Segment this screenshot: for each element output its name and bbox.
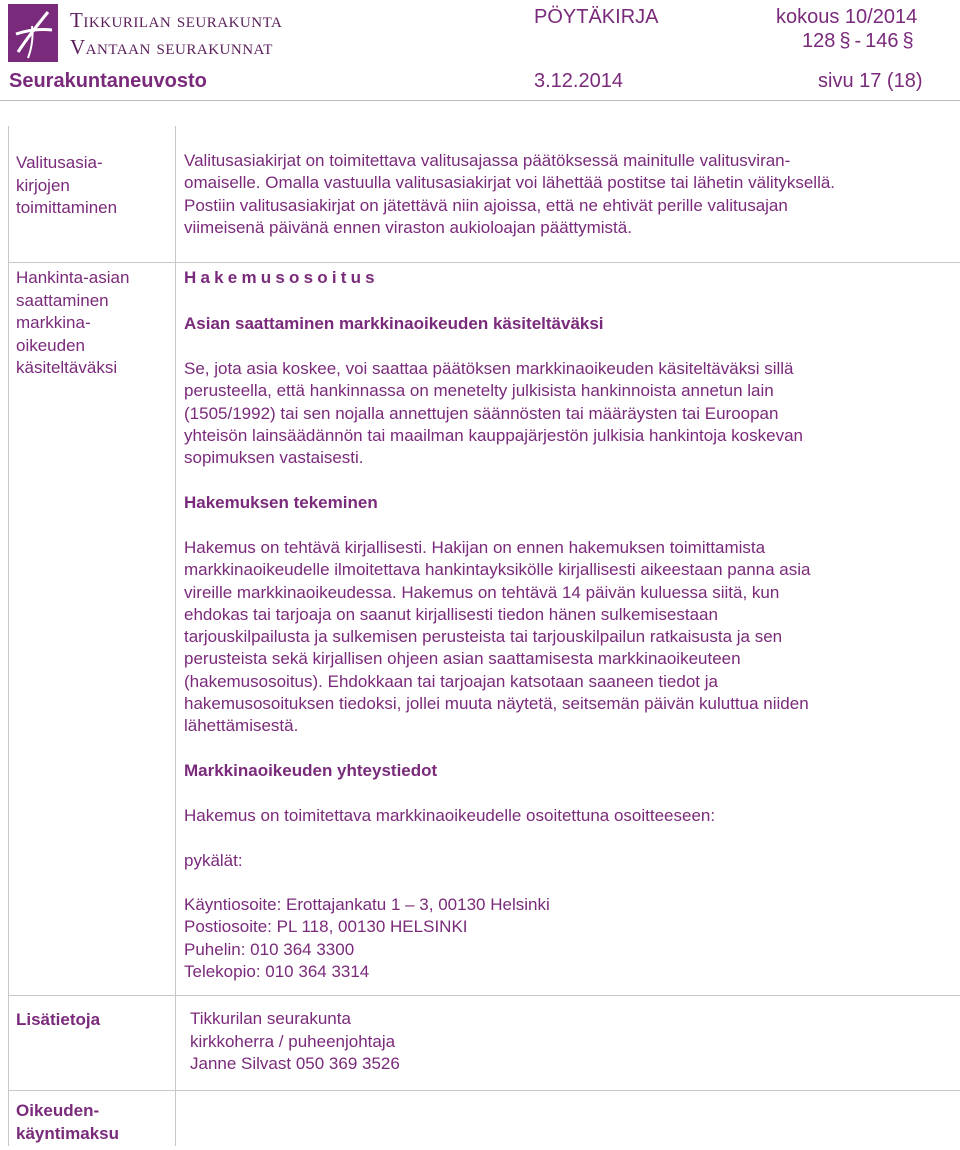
paragraph-line: Postiin valitusasiakirjat on jätettävä niin ajoissa, että ne ehtivät perille valitusajan (184, 195, 788, 215)
side-heading-line: käyntimaksu (16, 1123, 119, 1143)
paragraph-line: hakemusosoituksen tiedoksi, jollei muuta näytetä, seitsemän päivän kuluttua niiden (184, 694, 809, 714)
contact-intro: Hakemus on toimitettava markkinaoikeudelle osoitettuna osoitteeseen: (184, 806, 716, 825)
side-heading-line: saattaminen (16, 290, 109, 310)
paragraph-line: lähettämisestä. (184, 716, 299, 736)
subheading-application: Hakemuksen tekeminen (184, 493, 378, 512)
meeting-number: kokous 10/2014 (776, 6, 918, 28)
side-heading-line: toimittaminen (16, 198, 118, 217)
subheading-appeal: Asian saattaminen markkinaoikeuden käsiteltäväksi (184, 314, 604, 333)
paragraph-line: ehdokas tai tarjoaja on saanut kirjallisesti tiedon hänen sulkemisestaan (184, 604, 718, 624)
side-heading-info: Lisätietoja (16, 1010, 101, 1029)
side-heading-line: Hankinta-asian (16, 268, 130, 287)
appeal-paragraph (184, 358, 954, 469)
sections-label: pykälät: (184, 851, 243, 870)
row-divider (8, 262, 175, 263)
paragraph-line: viimeisenä päivänä ennen viraston aukioloajan päättymistä. (184, 217, 632, 237)
page-number: sivu 17 (18) (818, 70, 923, 92)
section-separator: - (854, 30, 862, 52)
side-heading-line: oikeuden (16, 335, 86, 355)
paragraph-line: (hakemusosoitus). Ehdokkaan tai tarjoajan katsotaan saaneen tiedot ja (184, 671, 718, 691)
paragraph-line: omaiselle. Omalla vastuulla valitusasiakirjat voi lähettää postitse tai lähetin välityksellä. (184, 173, 836, 193)
meeting-date: 3.12.2014 (534, 70, 623, 92)
section-to: 146 (865, 30, 899, 52)
section-from: 128 (802, 30, 836, 52)
side-heading-fee (16, 1100, 119, 1145)
paragraph-line: (1505/1992) tai sen nojalla annettujen säännösten tai määräysten tai Euroopan (184, 403, 779, 423)
side-heading-line: markkina- (16, 313, 91, 332)
row-divider (175, 262, 960, 263)
address-line: Telekopio: 010 364 3314 (184, 961, 370, 981)
section-range (802, 30, 914, 53)
paragraph-line: sopimuksen vastaisesti. (184, 448, 364, 468)
contact-line: Tikkurilan seurakunta (190, 1009, 351, 1028)
paragraph-line: tarjouskilpailusta ja sulkemisen perusteista tai tarjouskilpailun ratkaisusta ja sen (184, 627, 783, 647)
address-line: Postiosoite: PL 118, 00130 HELSINKI (184, 917, 468, 937)
side-heading-procurement (16, 267, 129, 380)
cross-logo-icon (8, 4, 58, 62)
column-divider (175, 126, 176, 1146)
document-type: PÖYTÄKIRJA (534, 6, 659, 28)
header-divider (0, 100, 960, 101)
organization-group: Vantaan seurakunnat (70, 35, 273, 59)
paragraph-line: Se, jota asia koskee, voi saattaa päätöksen markkinaoikeuden käsiteltäväksi sillä (184, 359, 794, 378)
row-divider (8, 995, 960, 996)
side-heading-line: käsiteltäväksi (16, 358, 118, 377)
council-name: Seurakuntaneuvosto (9, 70, 207, 92)
paragraph-line: perusteista sekä kirjallisen ohjeen asian saattamisesta markkinaoikeuteen (184, 649, 741, 669)
paragraph-line: yhteisön lainsäädännön tai maailman kauppajärjestön julkisia hankintoja koskevan (184, 425, 803, 445)
side-heading-line: Valitusasia- (16, 153, 103, 172)
court-address (184, 894, 954, 983)
contact-line: Janne Silvast 050 369 3526 (190, 1054, 400, 1073)
delivery-paragraph (184, 150, 954, 239)
application-paragraph (184, 537, 954, 738)
organization-name: Tikkurilan seurakunta (70, 8, 283, 32)
section-symbol: § (902, 30, 914, 52)
subheading-contact: Markkinaoikeuden yhteystiedot (184, 761, 438, 780)
row-divider (8, 1090, 960, 1091)
section-heading: Hakemusosoitus (184, 268, 379, 287)
paragraph-line: markkinaoikeudelle ilmoitettava hankintayksikölle kirjallisesti aikeestaan panna asia (184, 560, 811, 580)
section-symbol: § (839, 30, 851, 52)
side-heading-delivery (16, 152, 117, 220)
side-heading-line: kirjojen (16, 175, 70, 195)
paragraph-line: vireille markkinaoikeudessa. Hakemus on tehtävä 14 päivän kuluessa siitä, kun (184, 582, 780, 602)
address-line: Käyntiosoite: Erottajankatu 1 – 3, 00130 Helsinki (184, 895, 550, 914)
paragraph-line: Hakemus on tehtävä kirjallisesti. Hakijan on ennen hakemuksen toimittamista (184, 538, 766, 557)
column-border-left (8, 126, 9, 1146)
side-heading-line: Oikeuden- (16, 1101, 100, 1120)
info-contact (190, 1008, 400, 1076)
contact-line: kirkkoherra / puheenjohtaja (190, 1031, 396, 1051)
address-line: Puhelin: 010 364 3300 (184, 939, 355, 959)
paragraph-line: perusteella, että hankinnassa on menetelty julkisista hankinnoista annetun lain (184, 381, 774, 401)
paragraph-line: Valitusasiakirjat on toimitettava valitusajassa päätöksessä mainitulle valitusviran- (184, 151, 791, 170)
